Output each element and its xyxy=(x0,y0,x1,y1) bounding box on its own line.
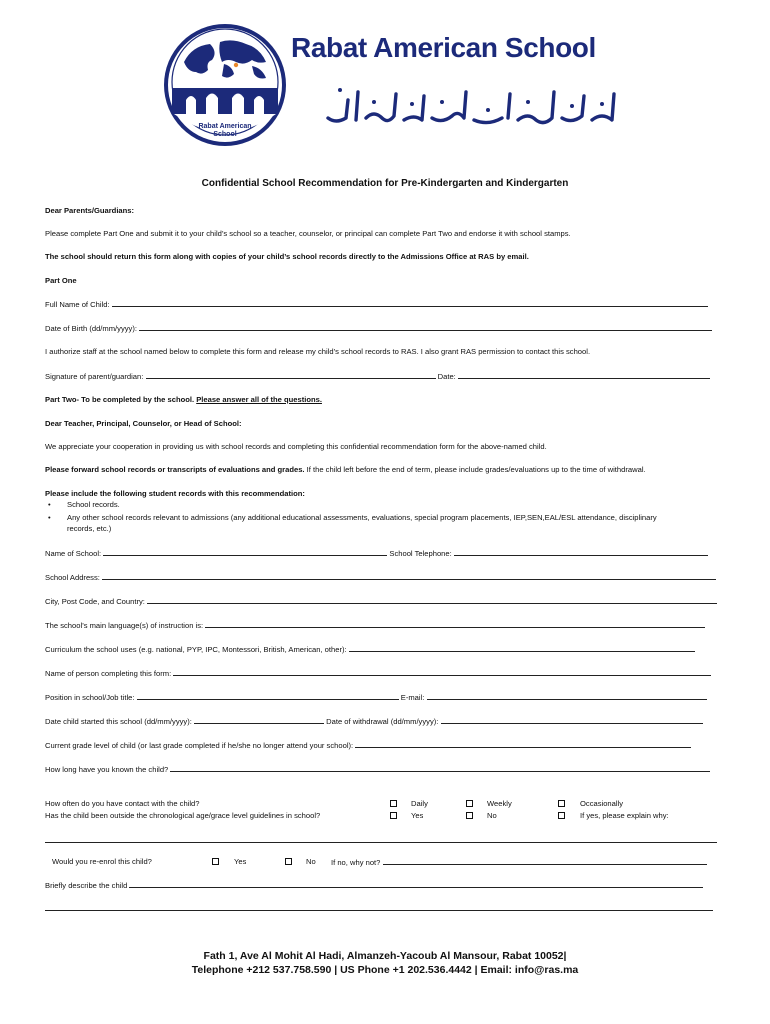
signature-field[interactable] xyxy=(146,371,436,379)
describe-label: Briefly describe the child xyxy=(45,881,128,890)
daily-checkbox[interactable] xyxy=(390,800,397,807)
reenrol-no-label: No xyxy=(306,857,316,866)
daily-label: Daily xyxy=(411,799,428,808)
describe-row xyxy=(45,880,725,891)
footer-address: Fath 1, Ave Al Mohit Al Hadi, Almanzeh-Yacoub Al Mansour, Rabat 10052| xyxy=(203,950,567,962)
outside-no-checkbox[interactable] xyxy=(466,812,473,819)
position-label: Position in school/Job title: xyxy=(45,693,135,702)
position-row xyxy=(45,692,725,703)
describe-line-2[interactable] xyxy=(45,910,713,911)
intro-instruction: Please complete Part One and submit it to your child’s school so a teacher, counselor, or principal can complete Part Two and endorse it with school stamps. xyxy=(45,229,571,238)
forward-records-rest: If the child left before the end of term, please include grades/evaluations up to the time of withdrawal. xyxy=(304,465,646,474)
outside-yes-label: Yes xyxy=(411,811,424,820)
person-label: Name of person completing this form: xyxy=(45,669,172,678)
logo-label xyxy=(162,123,288,139)
bullet-icon: • xyxy=(48,513,51,522)
records-heading: Please include the following student records with this recommendation: xyxy=(45,489,305,498)
reenrol-label: Would you re-enrol this child? xyxy=(52,857,152,866)
curriculum-label: Curriculum the school uses (e.g. national, PYP, IPC, Montessori, British, American, other): xyxy=(45,645,347,654)
language-label: The school’s main language(s) of instruction is: xyxy=(45,621,204,630)
full-name-label: Full Name of Child: xyxy=(45,300,110,309)
known-field[interactable] xyxy=(170,764,710,772)
arabic-calligraphy-logo xyxy=(322,80,622,130)
logo-label-line2: School xyxy=(213,131,237,138)
footer-contact: Telephone +212 537.758.590 | US Phone +1 202.536.4442 | Email: info@ras.ma xyxy=(191,964,579,976)
forward-records-bold: Please forward school records or transcripts of evaluations and grades. xyxy=(45,465,305,474)
outside-label: Has the child been outside the chronological age/grace level guidelines in school? xyxy=(45,811,321,820)
school-name-row xyxy=(45,548,725,559)
reenrol-no-checkbox[interactable] xyxy=(285,858,292,865)
school-name-field[interactable] xyxy=(103,548,387,556)
school-phone-field[interactable] xyxy=(454,548,708,556)
return-note: The school should return this form along with copies of your child’s school records directly to the Admissions Office at RAS by email. xyxy=(45,252,529,261)
outside-no-label: No xyxy=(487,811,497,820)
reenrol-why-row xyxy=(331,857,721,868)
language-row xyxy=(45,620,725,631)
records-item-1: School records. xyxy=(67,500,120,509)
dates-row xyxy=(45,716,725,727)
person-row xyxy=(45,668,725,679)
logo-label-line1: Rabat American xyxy=(198,123,252,130)
known-label: How long have you known the child? xyxy=(45,765,169,774)
part-one-heading: Part One xyxy=(45,276,77,285)
explain-checkbox[interactable] xyxy=(558,812,565,819)
appreciation-text: We appreciate your cooperation in providing us with school records and completing this confidential recommendation form for the above-named child. xyxy=(45,442,547,451)
school-logo xyxy=(162,22,288,148)
city-field[interactable] xyxy=(147,596,717,604)
explain-label: If yes, please explain why: xyxy=(580,811,669,820)
outside-yes-checkbox[interactable] xyxy=(390,812,397,819)
part-two-heading-underlined: Please answer all of the questions. xyxy=(196,395,322,404)
occasionally-label: Occasionally xyxy=(580,799,624,808)
part-two-heading xyxy=(45,395,322,405)
school-address-label: School Address: xyxy=(45,573,100,582)
curriculum-row xyxy=(45,644,725,655)
forward-records-text xyxy=(45,465,646,475)
school-salutation: Dear Teacher, Principal, Counselor, or Head of School: xyxy=(45,419,242,428)
school-phone-label: School Telephone: xyxy=(389,549,452,558)
email-field[interactable] xyxy=(427,692,707,700)
parents-salutation: Dear Parents/Guardians: xyxy=(45,206,135,215)
reenrol-why-field[interactable] xyxy=(383,857,707,865)
date-started-label: Date child started this school (dd/mm/yyyy): xyxy=(45,717,192,726)
signature-row xyxy=(45,371,725,382)
date-withdrawal-label: Date of withdrawal (dd/mm/yyyy): xyxy=(326,717,439,726)
reenrol-yes-checkbox[interactable] xyxy=(212,858,219,865)
reenrol-yes-label: Yes xyxy=(234,857,247,866)
full-name-row xyxy=(45,299,725,310)
date-field[interactable] xyxy=(458,371,710,379)
school-name: Rabat American School xyxy=(291,32,596,63)
grade-row xyxy=(45,740,725,751)
curriculum-field[interactable] xyxy=(349,644,695,652)
school-name-label: Name of School: xyxy=(45,549,102,558)
date-withdrawal-field[interactable] xyxy=(441,716,703,724)
dob-field[interactable] xyxy=(139,323,712,331)
school-address-field[interactable] xyxy=(102,572,716,580)
dob-row xyxy=(45,323,725,334)
bullet-icon: • xyxy=(48,500,51,509)
date-started-field[interactable] xyxy=(194,716,324,724)
document-title: Confidential School Recommendation for Pre-Kindergarten and Kindergarten xyxy=(201,178,569,189)
contact-label: How often do you have contact with the child? xyxy=(45,799,200,808)
weekly-checkbox[interactable] xyxy=(466,800,473,807)
language-field[interactable] xyxy=(205,620,705,628)
person-field[interactable] xyxy=(173,668,711,676)
reenrol-why-label: If no, why not? xyxy=(331,858,381,867)
known-row xyxy=(45,764,725,775)
city-row xyxy=(45,596,725,607)
dob-label: Date of Birth (dd/mm/yyyy): xyxy=(45,324,137,333)
describe-field[interactable] xyxy=(129,880,703,888)
date-label: Date: xyxy=(437,372,456,381)
full-name-field[interactable] xyxy=(112,299,708,307)
records-item-2-cont: records, etc.) xyxy=(67,524,112,533)
position-field[interactable] xyxy=(137,692,399,700)
occasionally-checkbox[interactable] xyxy=(558,800,565,807)
part-two-heading-text: Part Two- To be completed by the school. xyxy=(45,395,195,404)
email-label: E-mail: xyxy=(400,693,425,702)
explain-line[interactable] xyxy=(45,842,717,843)
records-item-2: Any other school records relevant to admissions (any additional educational assessments, evaluations, special program placements, IEP,SEN,EAL/ESL attendance, disciplinary xyxy=(67,513,657,522)
school-address-row xyxy=(45,572,725,583)
authorization-text: I authorize staff at the school named below to complete this form and release my child’s school records to RAS. I also grant RAS permission to contact this school. xyxy=(45,347,591,356)
weekly-label: Weekly xyxy=(487,799,512,808)
grade-label: Current grade level of child (or last grade completed if he/she no longer attend your school): xyxy=(45,741,354,750)
grade-field[interactable] xyxy=(355,740,691,748)
city-label: City, Post Code, and Country: xyxy=(45,597,145,606)
signature-label: Signature of parent/guardian: xyxy=(45,372,144,381)
